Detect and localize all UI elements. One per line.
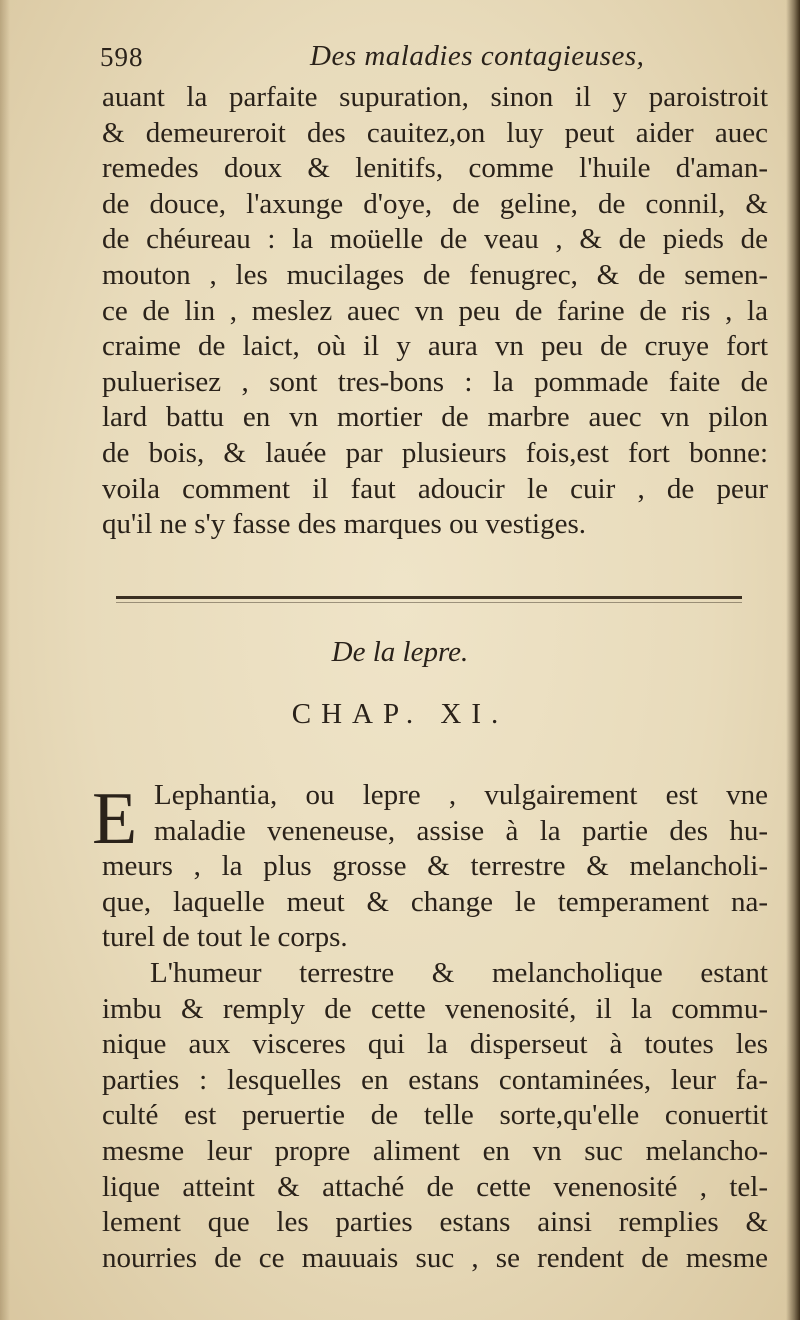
- text-line: & demeureroit des cauitez,on luy peut aider auec: [102, 116, 768, 149]
- text-line: de chéureau : la moüelle de veau , & de pieds de: [102, 223, 768, 256]
- text-line: nique aux visceres qui la disperseut à toutes les: [102, 1028, 768, 1061]
- text-line: meurs , la plus grosse & terrestre & melancholi-: [102, 850, 768, 883]
- text-line: nourries de ce mauuais suc , se rendent de mesme: [102, 1241, 768, 1274]
- text-line: craime de laict, où il y aura vn peu de cruye fort: [102, 330, 768, 363]
- chapter-body: [102, 778, 768, 1276]
- page-number: 598: [100, 42, 144, 72]
- paragraph-continuation: [102, 80, 768, 543]
- text-line: Lephantia, ou lepre , vulgairement est vne: [154, 779, 768, 811]
- section-divider-shadow: [116, 602, 742, 603]
- text-line: que, laquelle meut & change le temperament na-: [102, 885, 768, 918]
- text-line: parties : lesquelles en estans contaminées, leur fa-: [102, 1063, 768, 1096]
- text-line: voila comment il faut adoucir le cuir , de peur: [102, 472, 768, 505]
- text-line: puluerisez , sont tres-bons : la pommade faite de: [102, 365, 768, 398]
- text-line: imbu & remply de cette venenosité, il la commu-: [102, 992, 768, 1025]
- text-line: auant la parfaite supuration, sinon il y paroistroit: [102, 81, 768, 113]
- text-line: turel de tout le corps.: [102, 921, 348, 954]
- running-head: Des maladies contagieuses,: [310, 40, 645, 72]
- text-line: de douce, l'axunge d'oye, de geline, de connil, &: [102, 187, 768, 220]
- text-line: L'humeur terrestre & melancholique estant: [150, 956, 768, 989]
- text-line: remedes doux & lenitifs, comme l'huile d'aman-: [102, 152, 768, 185]
- text-line: lement que les parties estans ainsi remplies &: [102, 1206, 768, 1239]
- text-line: culté est peruertie de telle sorte,qu'elle conuertit: [102, 1099, 768, 1132]
- text-line: de bois, & lauée par plusieurs fois,est fort bonne:: [102, 436, 768, 469]
- text-line: lard battu en vn mortier de marbre auec vn pilon: [102, 401, 768, 434]
- text-line: qu'il ne s'y fasse des marques ou vestiges.: [102, 508, 587, 541]
- page-header: [100, 42, 700, 82]
- text-line: mouton , les mucilages de fenugrec, & de semen-: [102, 258, 768, 291]
- section-title: De la lepre.: [331, 636, 469, 668]
- text-line: mesme leur propre aliment en vn suc melancho-: [102, 1134, 768, 1167]
- drop-cap: E: [92, 778, 138, 860]
- section-divider: [116, 596, 742, 599]
- text-line: lique atteint & attaché de cette venenosité , tel-: [102, 1170, 768, 1203]
- text-line: maladie veneneuse, assise à la partie des hu-: [154, 814, 768, 847]
- text-line: ce de lin , meslez auec vn peu de farine de ris , la: [102, 294, 768, 327]
- chapter-heading: CHAP. XI.: [291, 698, 509, 730]
